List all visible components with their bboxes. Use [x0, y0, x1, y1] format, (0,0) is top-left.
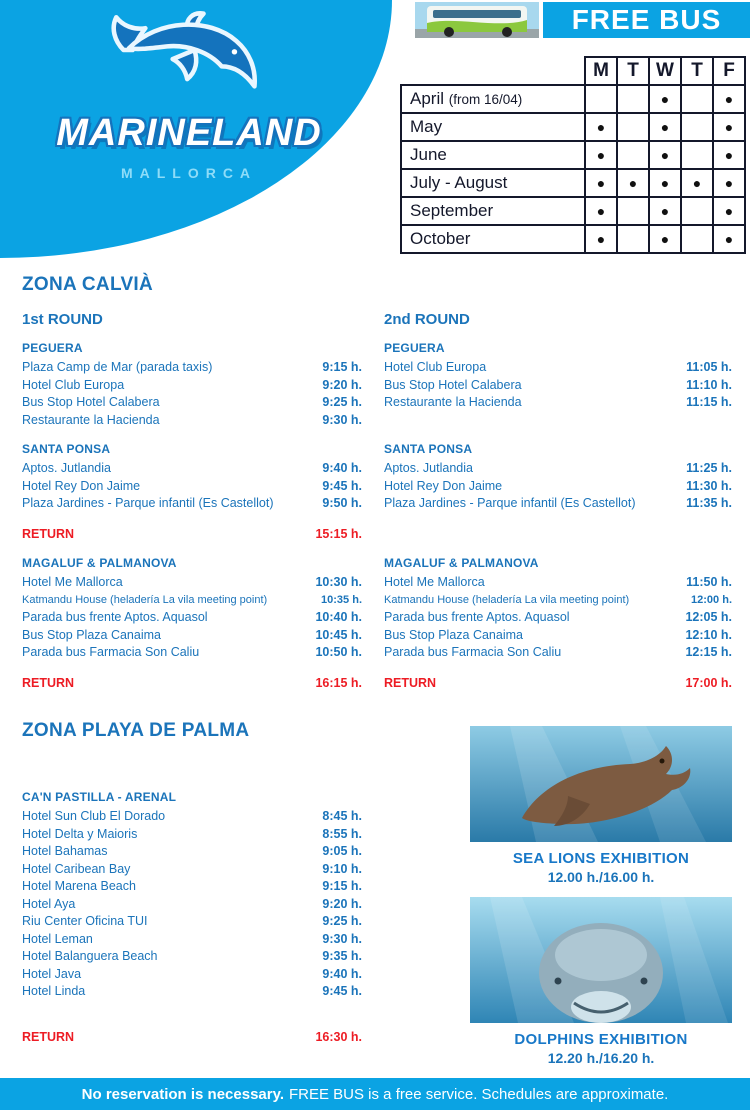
- month-label: October: [410, 229, 471, 248]
- return-label: RETURN: [22, 1029, 75, 1044]
- stop-name: Riu Center Oficina TUI: [22, 914, 148, 928]
- stop-name: Parada bus Farmacia Son Caliu: [384, 645, 562, 659]
- dolphin-photo: [470, 897, 732, 1023]
- stop-time: 10:30 h.: [315, 575, 362, 589]
- stop-time: 11:50 h.: [686, 575, 732, 589]
- schedule-dot: ●: [585, 113, 617, 141]
- month-label: July - August: [410, 173, 508, 192]
- group-title-peguera: PEGUERA: [384, 341, 445, 355]
- return-time: 16:30 h.: [315, 1029, 362, 1044]
- stop-row: [22, 574, 362, 592]
- schedule-dot: ●: [617, 169, 649, 197]
- exhibitions-column: [470, 726, 732, 1066]
- schedule-dot: ●: [649, 197, 681, 225]
- stop-time: 11:05 h.: [686, 360, 732, 374]
- stop-time: 9:10 h.: [322, 861, 362, 876]
- round-2-column: [384, 311, 732, 692]
- stop-time: 11:10 h.: [686, 377, 732, 392]
- schedule-dot: ●: [713, 113, 745, 141]
- group-title-santa-ponsa: SANTA PONSA: [22, 442, 111, 456]
- stop-row: [22, 609, 362, 627]
- stop-name: Hotel Me Mallorca: [384, 575, 485, 589]
- schedule-dot: ●: [585, 197, 617, 225]
- stop-row: [22, 861, 362, 879]
- stop-time: 12:10 h.: [685, 627, 732, 642]
- round-1-title: 1st ROUND: [22, 311, 103, 328]
- stop-time: 11:30 h.: [686, 478, 732, 493]
- stop-row: [384, 478, 732, 496]
- stop-name: Restaurante la Hacienda: [22, 412, 160, 427]
- logo-background-blob: [0, 0, 392, 258]
- stop-time: 10:35 h.: [321, 593, 362, 606]
- stop-time: 9:45 h.: [322, 984, 362, 998]
- day-header: M: [585, 57, 617, 85]
- stop-row: [384, 495, 732, 513]
- schedule-dot: ●: [649, 113, 681, 141]
- stop-name: Hotel Club Europa: [384, 360, 487, 374]
- schedule-dot: ●: [713, 85, 745, 113]
- stop-row: [22, 592, 362, 610]
- exhibit-title: SEA LIONS EXHIBITION: [512, 850, 690, 867]
- schedule-dot: [585, 85, 617, 113]
- month-label: June: [410, 145, 447, 164]
- stop-time: 11:35 h.: [686, 496, 732, 510]
- return-row: [384, 675, 732, 693]
- stop-name: Parada bus frente Aptos. Aquasol: [384, 610, 570, 624]
- schedule-dot: [617, 197, 649, 225]
- schedule-dot: ●: [585, 141, 617, 169]
- marineland-logo: [34, 10, 344, 181]
- exhibit-times: 12.00 h./16.00 h.: [547, 869, 655, 885]
- playa-column: [22, 790, 362, 1046]
- table-header-row: [401, 57, 745, 85]
- table-row: [401, 141, 745, 169]
- stop-row: [22, 878, 362, 896]
- stop-name: Hotel Leman: [22, 931, 93, 946]
- stop-time: 9:35 h.: [322, 949, 362, 963]
- stop-name: Hotel Bahamas: [22, 844, 108, 858]
- stop-row: [22, 896, 362, 914]
- return-label: RETURN: [22, 526, 75, 541]
- schedule-dot: [681, 225, 713, 253]
- stop-name: Bus Stop Plaza Canaima: [384, 627, 523, 642]
- stop-row: [22, 966, 362, 984]
- schedule-dot: ●: [713, 225, 745, 253]
- stop-time: 9:20 h.: [322, 377, 362, 392]
- sea-lions-exhibit: [470, 726, 732, 885]
- schedule-dot: ●: [585, 225, 617, 253]
- stop-row: [22, 495, 362, 513]
- row-spacer: [384, 412, 732, 430]
- footer-text: FREE BUS is a free service. Schedules are approximate.: [289, 1085, 669, 1103]
- schedule-dot: ●: [585, 169, 617, 197]
- table-corner-spacer: [401, 57, 585, 85]
- stop-name: Plaza Jardines - Parque infantil (Es Castellot): [22, 496, 274, 510]
- stop-row: [22, 478, 362, 496]
- day-header: T: [617, 57, 649, 85]
- return-row: [22, 526, 362, 544]
- stop-row: [384, 377, 732, 395]
- round-2-title: 2nd ROUND: [384, 311, 470, 328]
- schedule-dot: [617, 141, 649, 169]
- stop-time: 12:15 h.: [685, 645, 732, 659]
- stop-row: [22, 412, 362, 430]
- stop-time: 11:15 h.: [686, 395, 732, 409]
- schedule-dot: ●: [649, 169, 681, 197]
- schedule-dot: [681, 141, 713, 169]
- schedule-dot: [681, 197, 713, 225]
- return-row: [22, 675, 362, 693]
- stop-time: 9:25 h.: [322, 395, 362, 409]
- stop-row: [384, 394, 732, 412]
- dolphins-exhibit: [470, 897, 732, 1066]
- schedule-dot: ●: [681, 169, 713, 197]
- stop-row: [384, 574, 732, 592]
- month-label: September: [410, 201, 494, 220]
- stop-time: 9:50 h.: [322, 496, 362, 510]
- return-time: 15:15 h.: [315, 526, 362, 541]
- stop-time: 10:40 h.: [315, 610, 362, 624]
- exhibit-title: DOLPHINS EXHIBITION: [514, 1031, 688, 1048]
- stop-name: Katmandu House (heladería La vila meeting point): [22, 593, 268, 606]
- stop-row: [384, 359, 732, 377]
- month-label: May: [410, 117, 443, 136]
- stop-time: 9:30 h.: [322, 412, 362, 427]
- schedule-dot: [681, 113, 713, 141]
- stop-time: 12:05 h.: [685, 610, 732, 624]
- table-row: [401, 113, 745, 141]
- free-bus-banner: [543, 2, 750, 38]
- stop-name: Parada bus frente Aptos. Aquasol: [22, 610, 208, 624]
- stop-time: 9:25 h.: [322, 914, 362, 928]
- stop-time: 8:55 h.: [322, 826, 362, 841]
- exhibit-times: 12.20 h./16.20 h.: [547, 1050, 655, 1066]
- stop-row: [22, 627, 362, 645]
- footer-bold-text: No reservation is necessary.: [81, 1085, 284, 1103]
- table-row: [401, 169, 745, 197]
- month-note: (from 16/04): [448, 92, 523, 107]
- stop-time: 9:15 h.: [322, 360, 362, 374]
- stop-time: 9:45 h.: [322, 478, 362, 493]
- stop-name: Hotel Marena Beach: [22, 879, 136, 893]
- group-title-santa-ponsa: SANTA PONSA: [384, 442, 473, 456]
- schedule-dot: ●: [649, 85, 681, 113]
- stop-name: Katmandu House (heladería La vila meeting point): [384, 593, 630, 606]
- stop-name: Hotel Rey Don Jaime: [22, 478, 141, 493]
- stop-time: 12:00 h.: [691, 593, 732, 606]
- stop-name: Bus Stop Hotel Calabera: [384, 377, 522, 392]
- stop-name: Hotel Balanguera Beach: [22, 949, 158, 963]
- stop-row: [22, 808, 362, 826]
- stop-name: Hotel Me Mallorca: [22, 575, 123, 589]
- return-time: 16:15 h.: [315, 675, 362, 690]
- group-title-peguera: PEGUERA: [22, 341, 83, 355]
- stop-time: 9:20 h.: [322, 896, 362, 911]
- stop-row: [384, 627, 732, 645]
- stop-row: [22, 826, 362, 844]
- month-label: April: [410, 89, 445, 108]
- stop-time: 10:50 h.: [315, 645, 362, 659]
- return-time: 17:00 h.: [685, 675, 732, 690]
- stop-name: Bus Stop Plaza Canaima: [22, 627, 161, 642]
- stop-row: [22, 460, 362, 478]
- stop-time: 9:40 h.: [322, 966, 362, 981]
- stop-time: 10:45 h.: [315, 627, 362, 642]
- day-header: T: [681, 57, 713, 85]
- bus-schedule-table: [400, 56, 746, 254]
- stop-row: [22, 948, 362, 966]
- stop-name: Aptos. Jutlandia: [22, 461, 111, 475]
- return-row: [22, 1029, 362, 1047]
- stop-name: Hotel Sun Club El Dorado: [22, 809, 166, 823]
- stop-row: [22, 931, 362, 949]
- schedule-dot: ●: [713, 197, 745, 225]
- stop-name: Plaza Jardines - Parque infantil (Es Castellot): [384, 496, 636, 510]
- stop-row: [22, 394, 362, 412]
- calvia-rounds: [22, 311, 732, 692]
- stop-row: [22, 377, 362, 395]
- footer-bar: [0, 1078, 750, 1110]
- schedule-dot: [617, 85, 649, 113]
- stop-row: [384, 460, 732, 478]
- day-header: W: [649, 57, 681, 85]
- stop-name: Hotel Delta y Maioris: [22, 826, 138, 841]
- table-row: [401, 197, 745, 225]
- zone-title-playa: ZONA PLAYA DE PALMA: [22, 720, 250, 741]
- zone-title-calvia: ZONA CALVIÀ: [22, 274, 154, 295]
- stop-name: Restaurante la Hacienda: [384, 395, 522, 409]
- free-bus-label: FREE BUS: [571, 4, 722, 35]
- group-title-can-pastilla: CA'N PASTILLA - ARENAL: [22, 790, 177, 804]
- table-row: [401, 85, 745, 113]
- stop-time: 8:45 h.: [322, 809, 362, 823]
- stop-time: 9:40 h.: [322, 461, 362, 475]
- round-1-column: [22, 311, 362, 692]
- group-title-magaluf: MAGALUF & PALMANOVA: [384, 556, 539, 570]
- stop-name: Bus Stop Hotel Calabera: [22, 395, 160, 409]
- stop-row: [22, 359, 362, 377]
- return-label: RETURN: [384, 675, 437, 690]
- dolphin-logo-icon: [104, 10, 274, 110]
- stop-name: Hotel Java: [22, 966, 82, 981]
- row-spacer: [384, 513, 732, 544]
- stop-name: Hotel Rey Don Jaime: [384, 478, 503, 493]
- return-label: RETURN: [22, 675, 75, 690]
- stop-time: 9:30 h.: [322, 931, 362, 946]
- logo-subtitle: MALLORCA: [120, 165, 258, 181]
- schedule-dot: ●: [649, 141, 681, 169]
- sea-lion-photo: [470, 726, 732, 842]
- stop-name: Hotel Club Europa: [22, 377, 125, 392]
- schedule-dot: [617, 113, 649, 141]
- day-header: F: [713, 57, 745, 85]
- schedule-dot: [681, 85, 713, 113]
- stop-name: Parada bus Farmacia Son Caliu: [22, 645, 200, 659]
- stop-row: [384, 609, 732, 627]
- stop-row: [22, 913, 362, 931]
- stop-row: [22, 644, 362, 662]
- stop-row: [22, 983, 362, 1001]
- stop-row: [22, 843, 362, 861]
- stop-row: [384, 592, 732, 610]
- logo-title: MARINELAND: [56, 112, 322, 154]
- table-row: [401, 225, 745, 253]
- schedule-dot: ●: [649, 225, 681, 253]
- stop-name: Hotel Linda: [22, 984, 86, 998]
- schedule-dot: ●: [713, 169, 745, 197]
- stop-name: Plaza Camp de Mar (parada taxis): [22, 360, 213, 374]
- stop-time: 11:25 h.: [686, 461, 732, 475]
- stop-name: Hotel Caribean Bay: [22, 861, 131, 876]
- stop-time: 9:05 h.: [322, 844, 362, 858]
- stop-row: [384, 644, 732, 662]
- stop-name: Hotel Aya: [22, 896, 76, 911]
- stop-time: 9:15 h.: [322, 879, 362, 893]
- stop-name: Aptos. Jutlandia: [384, 461, 473, 475]
- bus-photo: [415, 2, 539, 38]
- schedule-dot: ●: [713, 141, 745, 169]
- schedule-dot: [617, 225, 649, 253]
- group-title-magaluf: MAGALUF & PALMANOVA: [22, 556, 177, 570]
